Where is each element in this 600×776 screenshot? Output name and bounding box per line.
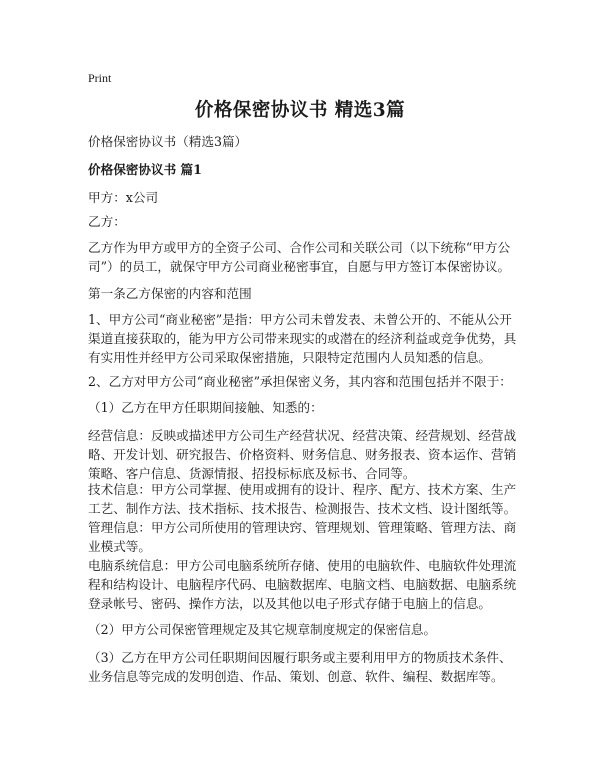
- party-a-line: 甲方：x公司: [88, 190, 159, 205]
- section-heading: 价格保密协议书 篇1: [88, 162, 202, 177]
- document-title: 价格保密协议书 精选3篇: [194, 100, 406, 121]
- party-b-line: 乙方：: [88, 214, 126, 229]
- sub-item-two: （2）甲方公司保密管理规定及其它规章制度规定的保密信息。: [88, 622, 437, 637]
- print-label[interactable]: Print: [88, 71, 112, 85]
- item-one-paragraph: 1、甲方公司“商业秘密”是指：甲方公司未曾发表、未曾公开的、不能从公开渠道直接获取的，能为甲方公司带来现实的或潜在的经济利益或竞争优势，具有实用性并经甲方公司采取保密措施，只限特定范围内人员知悉的信息。: [88, 312, 517, 365]
- document-subtitle: 价格保密协议书（精选3篇）: [88, 134, 248, 149]
- article-one-heading: 第一条乙方保密的内容和范围: [88, 286, 252, 301]
- sub-item-one: （1）乙方在甲方任职期间接触、知悉的：: [88, 400, 323, 415]
- computer-info-paragraph: 电脑系统信息：甲方公司电脑系统所存储、使用的电脑软件、电脑软件处理流程和结构设计、电脑程序代码、电脑数据库、电脑文档、电脑数据、电脑系统登录帐号、密码、操作方法，以及其他以电子形式存储于电脑上的信息。: [88, 558, 517, 611]
- sub-item-three: （3）乙方在甲方公司任职期间因履行职务或主要利用甲方的物质技术条件、业务信息等完成的发明创造、作品、策划、创意、软件、编程、数据库等。: [88, 650, 512, 684]
- management-info-paragraph: 管理信息：甲方公司所使用的管理诀窍、管理规划、管理策略、管理方法、商业模式等。: [88, 520, 517, 554]
- business-info-paragraph: 经营信息：反映或描述甲方公司生产经营状况、经营决策、经营规划、经营战略、开发计划、研究报告、价格资料、财务信息、财务报表、资本运作、营销策略、客户信息、货源情报、招投标标底及标书、合同等。: [88, 428, 517, 481]
- technical-info-paragraph: 技术信息：甲方公司掌握、使用或拥有的设计、程序、配方、技术方案、生产工艺、制作方法、技术指标、技术报告、检测报告、技术文档、设计图纸等。: [88, 482, 517, 516]
- item-two-paragraph: 2、乙方对甲方公司“商业秘密”承担保密义务，其内容和范围包括并不限于：: [88, 374, 512, 389]
- intro-paragraph: 乙方作为甲方或甲方的全资子公司、合作公司和关联公司（以下统称“甲方公司”）的员工，就保守甲方公司商业秘密事宜，自愿与甲方签订本保密协议。: [88, 240, 511, 274]
